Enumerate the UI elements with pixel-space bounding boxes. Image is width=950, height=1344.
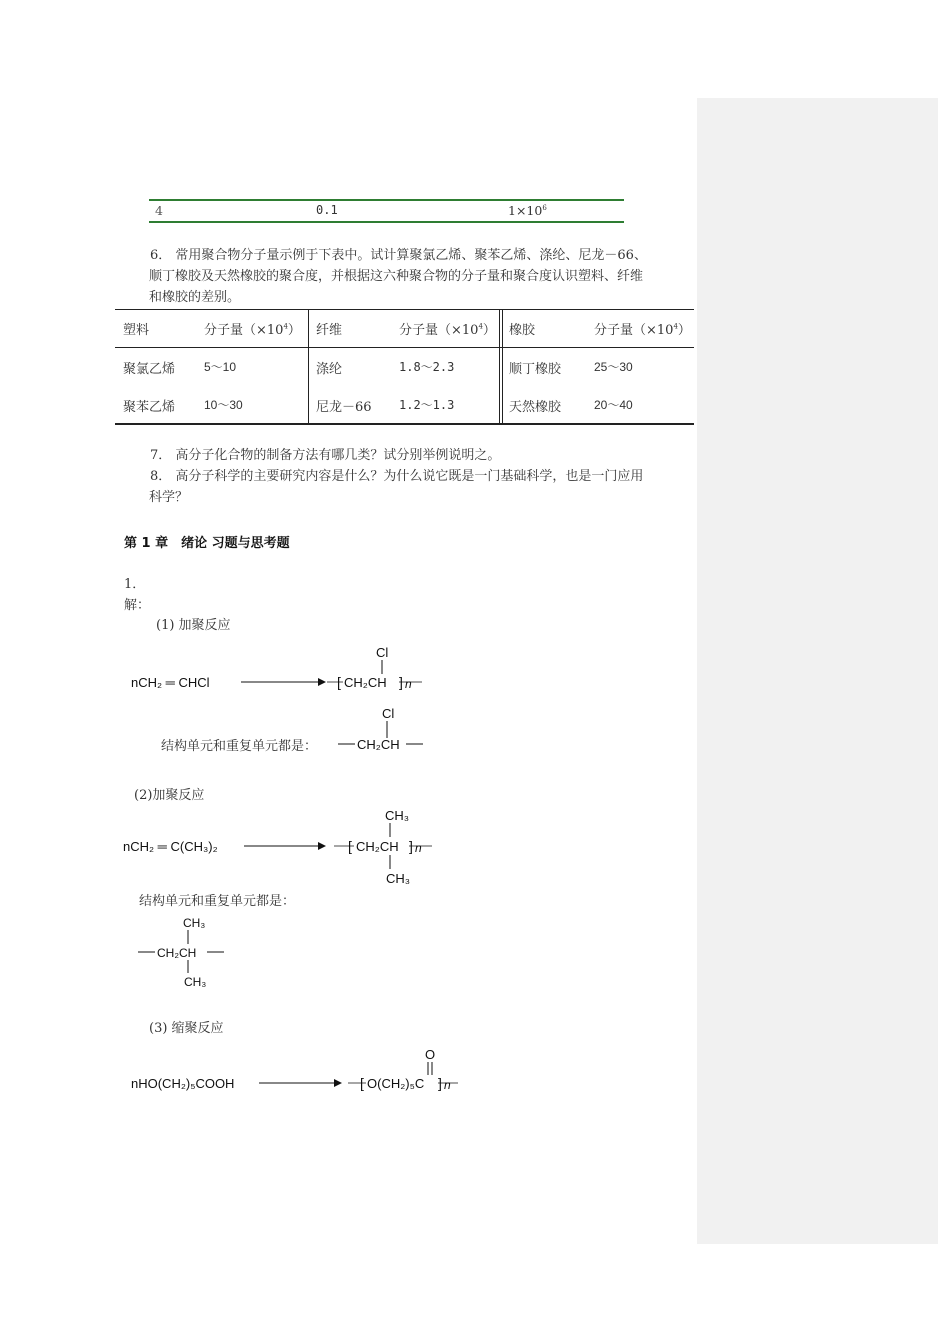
table-divider-2b bbox=[502, 310, 503, 423]
polymer-molecular-weight-table bbox=[115, 309, 694, 425]
reaction-1-reactant: nCH₂ ═ CHCl bbox=[131, 675, 210, 690]
reaction-3-bracket-left: [ bbox=[360, 1075, 364, 1091]
reaction-3-degree-n: n bbox=[444, 1078, 451, 1092]
reaction-3-carbonyl-oxygen: O bbox=[425, 1047, 436, 1062]
cell-natural-rubber: 天然橡胶 bbox=[509, 400, 562, 415]
reaction-3-bracket-right: ] bbox=[438, 1075, 442, 1091]
table-bottom-rule bbox=[149, 221, 624, 223]
reaction-1-bracket-left: [ bbox=[337, 674, 341, 690]
header-fibers-mw: 分子量$(\times 10^4)$ bbox=[399, 322, 496, 338]
part-1-label: (1) 加聚反应 bbox=[156, 618, 231, 633]
table-divider-2a bbox=[499, 310, 500, 423]
cell-nylon66-mw: 1.2～1.3 bbox=[399, 398, 455, 412]
reaction-1-degree-n: n bbox=[405, 677, 412, 691]
reaction-1-arrow-head bbox=[318, 678, 326, 686]
question-8-line-2: 科学？ bbox=[149, 490, 189, 505]
cell-nylon66: 尼龙－66 bbox=[316, 400, 372, 415]
question-6-line-2: 顺丁橡胶及天然橡胶的聚合度，并根据这六种聚合物的分子量和聚合度认识塑料、纤维 bbox=[149, 269, 644, 284]
comment-margin-pane bbox=[697, 98, 938, 1244]
part-2-unit-label: 结构单元和重复单元都是： bbox=[139, 894, 296, 909]
header-plastics: 塑料 bbox=[123, 323, 150, 338]
reaction-2-scheme bbox=[120, 805, 450, 890]
answer-number: 1． bbox=[124, 577, 146, 592]
unit-2-unit: CH₂CH bbox=[157, 946, 197, 960]
reaction-1-scheme bbox=[120, 640, 440, 700]
part-3-label: (3) 缩聚反应 bbox=[149, 1021, 224, 1036]
answer-solve-label: 解： bbox=[124, 598, 151, 613]
table-top-rule bbox=[149, 199, 624, 201]
header-rubbers: 橡胶 bbox=[509, 323, 536, 338]
reaction-2-bottom-methyl: CH₃ bbox=[386, 871, 411, 886]
question-8-line-1: 8． 高分子科学的主要研究内容是什么？为什么说它既是一门基础科学，也是一门应用 bbox=[150, 469, 644, 484]
unit-1-structure bbox=[330, 700, 440, 760]
reaction-3-arrow-head bbox=[334, 1079, 342, 1087]
chapter-title: 第 1 章 绪论 习题与思考题 bbox=[124, 536, 290, 551]
unit-2-bottom-methyl: CH₃ bbox=[184, 975, 207, 989]
cell-polystyrene-mw: 10～30 bbox=[204, 398, 243, 412]
unit-1-unit: CH₂CH bbox=[357, 737, 400, 752]
row-cell-value: 0.1 bbox=[316, 203, 338, 217]
reaction-2-bracket-right: ] bbox=[409, 838, 413, 854]
cell-pvc: 聚氯乙烯 bbox=[123, 362, 176, 377]
cell-natural-rubber-mw: 20～40 bbox=[594, 398, 633, 412]
reaction-2-top-methyl: CH₃ bbox=[385, 808, 410, 823]
header-rubbers-mw: 分子量$(\times 10^4)$ bbox=[594, 322, 691, 338]
reaction-2-degree-n: n bbox=[415, 841, 422, 855]
header-plastics-mw: 分子量$(\times 10^4)$ bbox=[204, 322, 301, 338]
reaction-3-product: O(CH₂)₅C bbox=[367, 1076, 425, 1091]
row-cell-index: 4 bbox=[155, 203, 163, 218]
question-7: 7． 高分子化合物的制备方法有哪几类？试分别举例说明之。 bbox=[150, 448, 501, 463]
cell-polystyrene: 聚苯乙烯 bbox=[123, 400, 176, 415]
unit-1-substituent: Cl bbox=[382, 706, 395, 721]
reaction-1-bracket-right: ] bbox=[399, 674, 403, 690]
cell-cis-butadiene-rubber-mw: 25～30 bbox=[594, 360, 633, 374]
unit-2-top-methyl: CH₃ bbox=[183, 916, 206, 930]
header-fibers: 纤维 bbox=[316, 323, 343, 338]
reaction-1-substituent: Cl bbox=[376, 645, 389, 660]
reaction-2-reactant: nCH₂ ═ C(CH₃)₂ bbox=[123, 839, 218, 854]
unit-2-structure bbox=[130, 912, 240, 992]
table-header-divider bbox=[115, 347, 694, 348]
question-6-line-1: 6． 常用聚合物分子量示例于下表中。试计算聚氯乙烯、聚苯乙烯、涤纶、尼龙－66、 bbox=[150, 248, 647, 263]
part-2-label: (2)加聚反应 bbox=[134, 788, 205, 803]
reaction-2-bracket-left: [ bbox=[348, 838, 352, 854]
question-6-line-3: 和橡胶的差别。 bbox=[149, 290, 241, 305]
cell-polyester: 涤纶 bbox=[316, 362, 343, 377]
reaction-2-arrow-head bbox=[318, 842, 326, 850]
reaction-1-product: CH₂CH bbox=[344, 675, 387, 690]
table-divider-1 bbox=[308, 310, 309, 423]
cell-pvc-mw: 5～10 bbox=[204, 360, 237, 374]
reaction-3-scheme bbox=[120, 1040, 470, 1100]
reaction-2-product: CH₂CH bbox=[356, 839, 399, 854]
cell-polyester-mw: 1.8～2.3 bbox=[399, 360, 455, 374]
cell-cis-butadiene-rubber: 顺丁橡胶 bbox=[509, 362, 562, 377]
part-1-unit-label: 结构单元和重复单元都是： bbox=[161, 739, 318, 754]
row-cell-magnitude: $1\times 10^6$ bbox=[508, 203, 547, 218]
reaction-3-reactant: nHO(CH₂)₅COOH bbox=[131, 1076, 235, 1091]
